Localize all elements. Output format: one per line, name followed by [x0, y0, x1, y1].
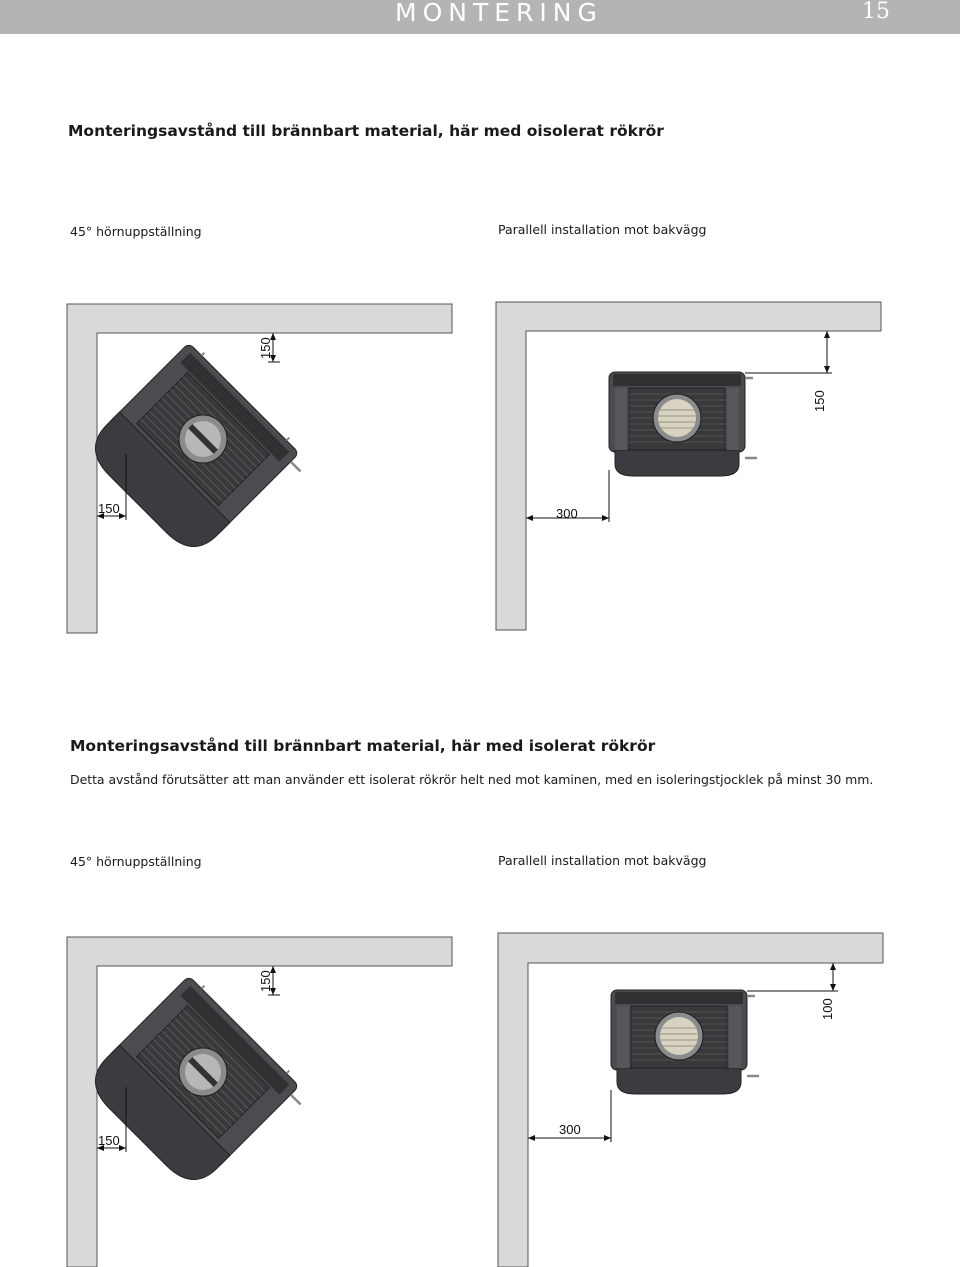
dimension-label: 100: [820, 998, 835, 1020]
stove-image: [83, 973, 312, 1202]
stove-image: [83, 340, 312, 569]
stove-image: [609, 372, 757, 476]
stove-image: [611, 990, 759, 1094]
dimension-label: 300: [556, 506, 578, 521]
dimension-label: 150: [812, 390, 827, 412]
section2-corner-label: 45° hörnuppställning: [70, 854, 202, 869]
section1-parallel-label: Parallell installation mot bakvägg: [498, 222, 707, 237]
section1-corner-diagram: [67, 304, 452, 633]
section2-note: Detta avstånd förutsätter att man använder ett isolerat rökrör helt ned mot kaminen, med en isoleringstjocklek på minst 30 mm.: [70, 772, 874, 787]
section2-corner-diagram: [67, 937, 452, 1267]
dimension-label: 150: [98, 501, 120, 516]
section1-parallel-diagram: [496, 302, 881, 630]
section2-parallel-diagram: [498, 933, 883, 1267]
section-title: MONTERING: [395, 0, 603, 27]
section2-parallel-label: Parallell installation mot bakvägg: [498, 853, 707, 868]
section1-corner-label: 45° hörnuppställning: [70, 224, 202, 239]
section2-heading: Monteringsavstånd till brännbart material, här med isolerat rökrör: [70, 737, 656, 755]
dimension-label: 150: [98, 1133, 120, 1148]
dimension-label: 150: [258, 337, 273, 359]
section1-heading: Monteringsavstånd till brännbart material, här med oisolerat rökrör: [68, 122, 664, 140]
page-number: 15: [862, 0, 890, 24]
wall-shape: [498, 933, 883, 1267]
dimension-label: 300: [559, 1122, 581, 1137]
dimension-label: 150: [258, 970, 273, 992]
